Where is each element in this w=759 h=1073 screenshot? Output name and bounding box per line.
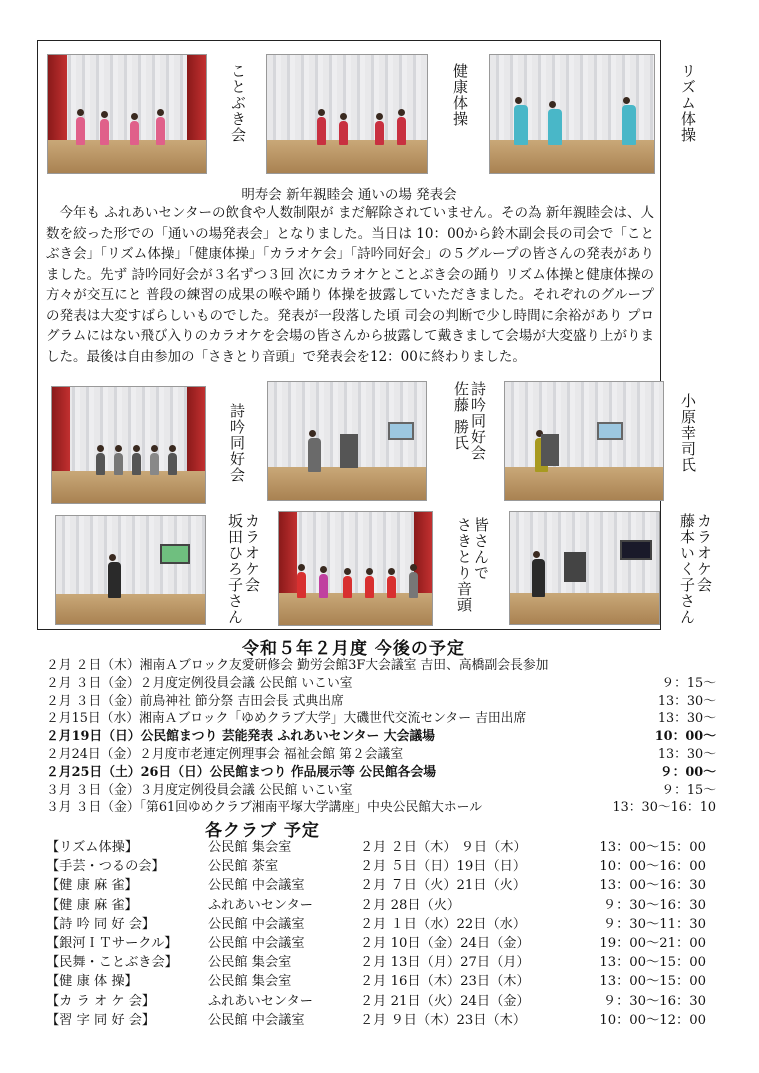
club-time: 13：00～15：00 <box>599 840 706 855</box>
club-row <box>46 992 706 1011</box>
article-body: 今年も ふれあいセンターの飲食や人数制限が まだ解除されていません。その為 新年親睦会は、人数を絞った形での「通いの場発表会」となりました。当日は 10：00から鈴木副会長の司会で「ことぶき会」「リズム体操」「健康体操」「カラオケ会」「詩吟同好会」の５グループの皆さんの発表がありました。先ず 詩吟同好会が３名ずつ３回 次にカラオケとことぶき会の踊り リズム体操と健康体操の方々が交互にと 普段の練習の成果の喉や踊り 体操を披露していただきました。それぞれのグループの発表は大変すばらしいものでした。発表が一段落した頃 司会の判断で少し時間に余裕があり プログラムにはない飛び入りのカラオケを会場の皆さんから披露して戴きまして会場が大変盛り上がりました。最後は自由参加の「さきとり音頭」で発表会を12：00に終わりました。 <box>46 205 654 365</box>
club-place: 公民館 集会室 <box>208 974 292 990</box>
club-time: ９：30～11：30 <box>602 916 706 932</box>
photo-fujimoto <box>509 511 660 625</box>
club-dates: ２月 １日（水）22日（水） <box>360 916 527 932</box>
club-place: 公民館 集会室 <box>208 955 292 971</box>
club-name: 【民舞・ことぶき会】 <box>46 955 178 971</box>
schedule-item <box>46 693 716 711</box>
caption-ohara: 小原幸司氏 <box>679 393 697 473</box>
schedule-item-text: ２月 ３日（金）２月度定例役員会議 公民館 いこい室 <box>46 675 353 691</box>
club-dates: ２月 21日（火）24日（金） <box>360 993 530 1009</box>
club-name: 【カ ラ オ ケ 会】 <box>46 993 156 1009</box>
schedule-item-time: ９：15～ <box>661 782 716 798</box>
schedule-item-text: ３月 ３日（金）「第61回ゆめクラブ湘南平塚大学講座」中央公民館大ホール <box>46 800 482 816</box>
club-time: 13：00～15：00 <box>599 955 706 971</box>
club-row <box>46 972 706 991</box>
schedule-item-text: ３月 ３日（金）３月度定例役員会議 公民館 いこい室 <box>46 782 353 798</box>
club-place: 公民館 茶室 <box>208 859 279 875</box>
schedule-item-text: ２月15日（水）湘南Ａブロック「ゆめクラブ大学」大磯世代交流センター 吉田出席 <box>46 711 527 727</box>
club-place: ふれあいセンター <box>208 993 313 1009</box>
club-place: 公民館 中会議室 <box>208 916 305 932</box>
club-row <box>46 934 706 953</box>
schedule-item-text: ２月19日（日）公民館まつり 芸能発表 ふれあいセンター 大会議場 <box>46 729 435 745</box>
schedule-item <box>46 710 716 728</box>
club-place: 公民館 中会議室 <box>208 936 305 952</box>
photo-minasan <box>278 511 433 626</box>
club-dates: ２月 10日（金）24日（金） <box>360 936 530 952</box>
schedule-item-text: ２月25日（土）26日（日）公民館まつり 作品展示等 公民館各会場 <box>46 764 437 780</box>
photo-ohara <box>504 381 664 501</box>
club-place: ふれあいセンター <box>208 897 313 913</box>
photo-sato <box>267 381 427 501</box>
photo-rhythm <box>489 54 655 174</box>
schedule-item-text: ２月 ２日（木）湘南Ａブロック友愛研修会 勤労会館3F大会議室 吉田、高橋副会長参加 <box>46 658 549 673</box>
club-row <box>46 953 706 972</box>
schedule-item-text: ２月24日（金）２月度市老連定例理事会 福祉会館 第２会議室 <box>46 746 404 762</box>
schedule-item-time: 13：30～ <box>657 746 716 762</box>
schedule-item-time: 13：30～16：10 <box>612 800 716 816</box>
caption-shigin: 詩吟同好会 <box>228 403 246 483</box>
schedule-item <box>46 746 716 764</box>
clubs-table <box>46 838 706 1030</box>
club-dates: ２月 ９日（木）23日（木） <box>360 1012 527 1028</box>
schedule-item-time: ９：15～ <box>661 675 716 691</box>
schedule-item-time: ９：00～ <box>659 764 716 780</box>
club-dates: ２月 16日（木）23日（木） <box>360 974 530 990</box>
schedule-item-text: ２月 ３日（金）前鳥神社 節分祭 吉田会長 式典出席 <box>46 693 344 709</box>
club-time: 19：00～21：00 <box>599 936 706 952</box>
caption-kenko: 健康体操 <box>451 63 469 127</box>
schedule-item-time: 10：00～ <box>654 729 716 745</box>
club-dates: ２月 13日（月）27日（月） <box>360 955 530 971</box>
clubs-title: 各クラブ 予定 <box>205 821 320 841</box>
caption-rhythm: リズム体操 <box>679 63 697 143</box>
club-row <box>46 838 706 857</box>
club-dates: ２月 ５日（日）19日（日） <box>360 859 527 875</box>
club-time: 13：00～16：30 <box>599 878 706 894</box>
schedule-list <box>46 657 716 817</box>
caption-sakata: カラオケ会 坂田ひろ子さん <box>226 513 261 625</box>
club-name: 【銀河ＩＴサークル】 <box>46 936 178 952</box>
club-row <box>46 857 706 876</box>
photo-article-frame <box>37 40 713 630</box>
club-row <box>46 915 706 934</box>
photo-kenko <box>266 54 428 174</box>
schedule-title: 令和５年２月度 今後の予定 <box>242 639 465 659</box>
club-dates: ２月 ２日（木） ９日（木） <box>360 840 527 855</box>
club-row <box>46 876 706 895</box>
club-name: 【手芸・つるの会】 <box>46 859 165 875</box>
caption-kotobuki: ことぶき会 <box>229 63 247 143</box>
club-place: 公民館 集会室 <box>208 840 292 855</box>
club-place: 公民館 中会議室 <box>208 878 305 894</box>
club-name: 【健 康 麻 雀】 <box>46 897 138 913</box>
photo-sakata <box>55 515 206 625</box>
club-dates: ２月 28日（火） <box>360 897 461 913</box>
club-name: 【習 字 同 好 会】 <box>46 1012 156 1028</box>
club-place: 公民館 中会議室 <box>208 1012 305 1028</box>
article-subtitle: 明寿会 新年親睦会 通いの場 発表会 <box>241 187 457 203</box>
club-time: 10：00～16：00 <box>599 859 706 875</box>
photo-shigin <box>51 386 206 504</box>
club-time: ９：30～16：30 <box>602 897 706 913</box>
club-row <box>46 896 706 915</box>
club-row <box>46 1011 706 1030</box>
schedule-item <box>46 675 716 693</box>
schedule-item <box>46 782 716 800</box>
caption-minasan: 皆さんで さきとり音頭 <box>455 517 490 613</box>
schedule-item <box>46 799 716 817</box>
club-name: 【健 康 体 操】 <box>46 974 138 990</box>
club-name: 【リズム体操】 <box>46 840 139 855</box>
caption-sato: 詩吟同好会 佐藤 勝氏 <box>452 381 487 461</box>
club-name: 【詩 吟 同 好 会】 <box>46 916 156 932</box>
schedule-item <box>46 657 716 675</box>
schedule-item <box>46 764 716 782</box>
club-name: 【健 康 麻 雀】 <box>46 878 138 894</box>
caption-fujimoto: カラオケ会 藤本いく子さん <box>678 513 713 625</box>
club-time: ９：30～16：30 <box>602 993 706 1009</box>
club-dates: ２月 ７日（火）21日（火） <box>360 878 527 894</box>
schedule-item-time: 13：30～ <box>657 711 716 727</box>
schedule-item-time: 13：30～ <box>657 693 716 709</box>
schedule-item <box>46 728 716 746</box>
club-time: 13：00～15：00 <box>599 974 706 990</box>
club-time: 10：00～12：00 <box>599 1012 706 1028</box>
photo-kotobuki <box>47 54 207 174</box>
